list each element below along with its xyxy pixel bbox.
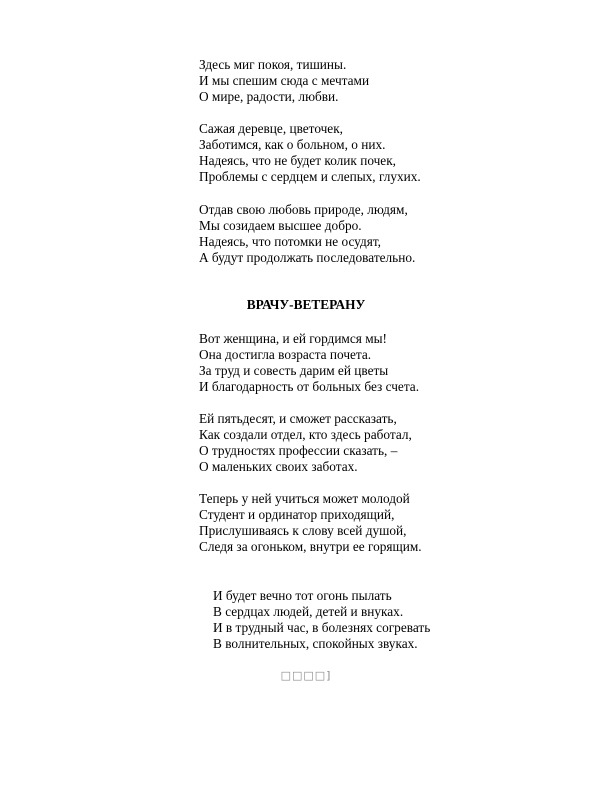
poem-line: О маленьких своих заботах. [199, 459, 358, 475]
poem-line: Она достигла возраста почета. [199, 347, 372, 363]
poem1-stanza-1 [199, 57, 369, 105]
poem-line: И благодарность от больных без счета. [199, 379, 420, 395]
poem-line: За труд и совесть дарим ей цветы [199, 363, 389, 379]
poem-line: Надеясь, что не будет колик почек, [199, 153, 396, 169]
poem-line: И мы спешим сюда с мечтами [199, 73, 370, 89]
poem-line: Заботимся, как о больном, о них. [199, 137, 386, 153]
poem-line: Сажая деревце, цветочек, [199, 121, 343, 136]
poem2-stanza-3 [199, 491, 422, 555]
poem-line: Проблемы с сердцем и слепых, глухих. [199, 169, 421, 185]
poem2-stanza-4 [213, 588, 430, 652]
poem-line: Отдав свою любовь природе, людям, [199, 202, 408, 217]
poem-line: О мире, радости, любви. [199, 89, 339, 105]
poem-line: Вот женщина, и ей гордимся мы! [199, 331, 387, 346]
poem-line: Здесь миг покоя, тишины. [199, 57, 347, 72]
poem-line: Ей пятьдесят, и сможет рассказать, [199, 411, 397, 426]
poem2-stanza-2 [199, 411, 412, 475]
poem-line: Теперь у ней учиться может молодой [199, 491, 410, 506]
poem-line: Надеясь, что потомки не осудят, [199, 234, 382, 250]
poem-line: А будут продолжать последовательно. [199, 250, 416, 266]
poem-line: И в трудный час, в болезнях согревать [213, 620, 431, 636]
poem2-stanza-1 [199, 331, 419, 395]
poem1-stanza-2 [199, 121, 421, 185]
poem-line: И будет вечно тот огонь пылать [213, 588, 392, 603]
poem-title: ВРАЧУ-ВЕТЕРАНУ [246, 297, 366, 312]
page-footer-mark: □□□□] [280, 669, 332, 682]
poem-line: В сердцах людей, детей и внуках. [213, 604, 404, 620]
poem-line: Следя за огоньком, внутри ее горящим. [199, 539, 422, 555]
poem-line: О трудностях профессии сказать, – [199, 443, 398, 459]
poem1-stanza-3 [199, 202, 415, 266]
poem-line: Мы созидаем высшее добро. [199, 218, 362, 234]
poem-line: Как создали отдел, кто здесь работал, [199, 427, 412, 443]
poem-line: В волнительных, спокойных звуках. [213, 636, 418, 652]
poem-line: Студент и ординатор приходящий, [199, 507, 395, 523]
poem-line: Прислушиваясь к слову всей душой, [199, 523, 407, 539]
